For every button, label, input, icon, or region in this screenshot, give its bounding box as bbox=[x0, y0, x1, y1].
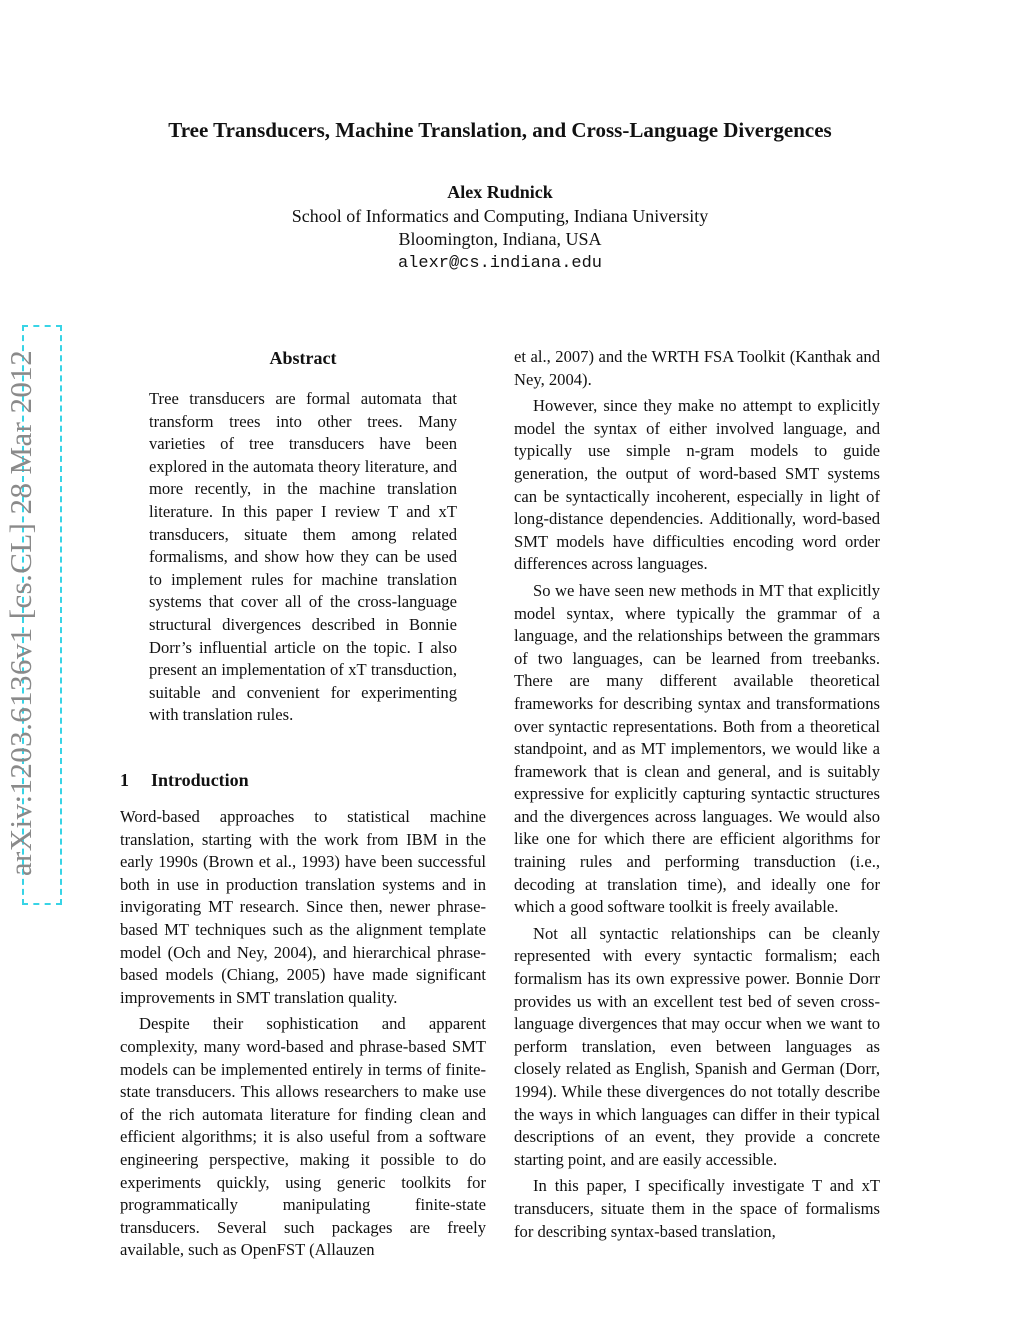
paragraph: So we have seen new methods in MT that explicitly model syntax, where typically the grammar of a language, and the relationships between the grammars of two languages, can be learned from treebanks. There are many different available theoretical frameworks for describing syntax and transformations over syntactic representations. Both from a theoretical standpoint, and as MT implementors, we would like a framework that is clean and general, and is suitably expressive for explicitly capturing syntactic structures and the divergences across languages. We would also like one for which there are efficient algorithms for training rules and performing transduction (i.e., decoding at translation time), and ideally one for which a good software toolkit is freely available. bbox=[514, 580, 880, 917]
paragraph: Not all syntactic relationships can be cleanly represented with every syntactic formalism; each formalism has its own expressive power. Bonnie Dorr provides us with an excellent test bed of seven cross-language divergences that may occur when we want to perform translation, even between languages as closely related as English, Spanish and German (Dorr, 1994). While these divergences do not totally describe the ways in which languages can differ in their typical descriptions of an event, they provide a concrete starting point, and are easily accessible. bbox=[514, 923, 880, 1169]
introduction-body bbox=[120, 806, 486, 1266]
abstract-text: Tree transducers are formal automata that transform trees into other trees. Many varieties of tree transducers have been explored in the automata theory literature, and more recently, in the machine translation literature. In this paper I review T and xT transducers, situate them among related formalisms, and show how they can be used to implement rules for machine translation systems that cover all of the cross-language structural divergences described in Bonnie Dorr’s influential article on the topic. I also present an implementation of xT transduction, suitable and convenient for experimenting with translation rules. bbox=[149, 389, 457, 725]
paragraph: In this paper, I specifically investigate T and xT transducers, situate them in the space of formalisms for describing syntax-based translation, bbox=[514, 1176, 880, 1241]
paragraph: Despite their sophistication and apparent complexity, many word-based and phrase-based SMT models can be implemented entirely in terms of finite-state transducers. This allows researchers to make use of the rich automata literature for finding clean and efficient algorithms; it is also useful from a software engineering perspective, making it possible to do experiments quickly, using generic toolkits for programmatically manipulating finite-state transducers. Several such packages are freely available, such as OpenFST (Allauzen bbox=[120, 1014, 486, 1260]
paragraph: Word-based approaches to statistical machine translation, starting with the work from IBM in the early 1990s (Brown et al., 1993) have been successful both in use in production translation systems and in invigorating MT research. Since then, newer phrase-based MT techniques such as the alignment template model (Och and Ney, 2004), and hierarchical phrase-based models (Chiang, 2005) have made significant improvements in SMT translation quality. bbox=[120, 807, 486, 1007]
right-column-body bbox=[514, 346, 880, 1247]
author-email: alexr@cs.indiana.edu bbox=[397, 253, 603, 273]
paper-title: Tree Transducers, Machine Translation, and Cross-Language Divergences bbox=[168, 118, 832, 142]
section-title: Introduction bbox=[151, 770, 249, 790]
paragraph: However, since they make no attempt to explicitly model the syntax of either involved language, and typically use simple n-gram models to guide generation, the output of word-based SMT systems can be syntactically incoherent, especially in light of long-distance dependencies. Additionally, word-based SMT models have difficulties encoding word order differences across languages. bbox=[514, 396, 880, 574]
arxiv-identifier: arXiv:1203.6136v1 [cs.CL] 28 Mar 2012 bbox=[3, 349, 38, 877]
section-number: 1 bbox=[120, 770, 129, 790]
section-heading-introduction bbox=[120, 768, 249, 792]
author-block bbox=[0, 181, 1000, 275]
author-name: Alex Rudnick bbox=[447, 182, 553, 202]
paragraph: et al., 2007) and the WRTH FSA Toolkit (Kanthak and Ney, 2004). bbox=[514, 347, 880, 389]
author-location: Bloomington, Indiana, USA bbox=[398, 229, 602, 249]
author-affiliation: School of Informatics and Computing, Indiana University bbox=[291, 205, 709, 226]
abstract-heading: Abstract bbox=[269, 348, 337, 368]
